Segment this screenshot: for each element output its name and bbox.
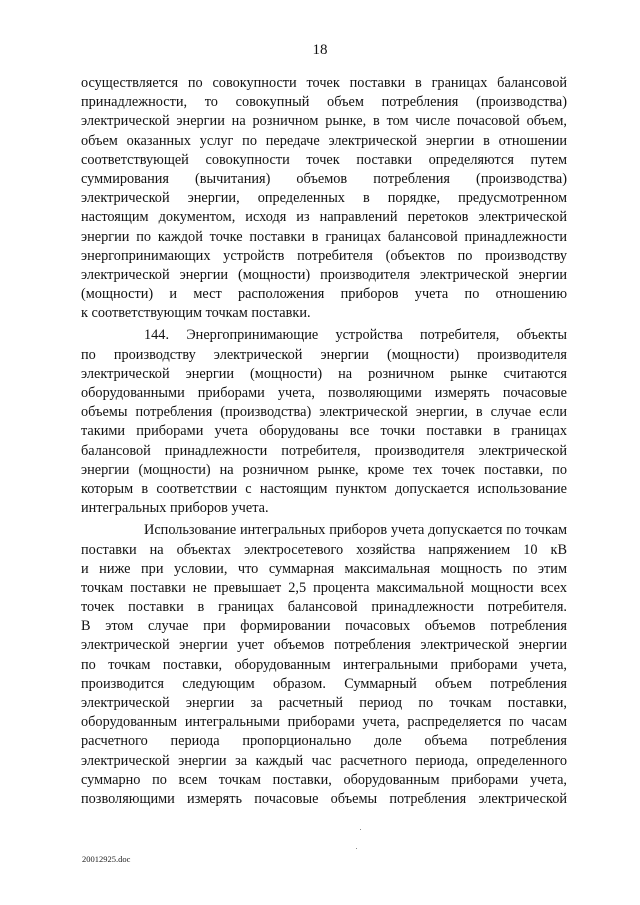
text-line: позволяющими измерять почасовые объемы потребления электрической (81, 790, 567, 807)
text-line: электрической энергии (мощности) на розничном рынке считаются (81, 365, 567, 382)
text-line: электрической энергии учет объемов потребления электрической энергии (81, 637, 567, 654)
text-line: производится следующим образом. Суммарный объем потребления (81, 675, 567, 692)
footer-filename: 20012925.doc (82, 854, 131, 864)
text-line: электрической энергии за расчетный период по точкам поставки, (81, 695, 567, 711)
text-line: которым в соответствии с настоящим пунктом допускается использование (81, 480, 567, 497)
paragraph-continuation (81, 74, 567, 323)
page-number: 18 (312, 42, 328, 58)
text-line: оборудованными приборами учета, позволяющими измерять почасовые (81, 385, 567, 401)
text-line: электрической энергии (мощности) производителя электрической энергии (81, 266, 567, 283)
text-line: объем оказанных услуг по передаче электрической энергии в отношении (81, 132, 567, 149)
text-line: интегральных приборов учета. (81, 500, 269, 517)
document-body (81, 74, 567, 809)
text-line: соответствующей совокупности точек поставки определяются путем (81, 151, 567, 168)
paragraph-144 (81, 326, 567, 518)
scan-speck (356, 848, 357, 849)
text-line: и ниже при условии, что суммарная максимальная мощность по этим (81, 560, 567, 577)
scan-speck (360, 829, 361, 830)
text-line: Использование интегральных приборов учета допускается по точкам (144, 522, 567, 539)
text-line: суммарно по всем точкам поставки, оборудованным приборами учета, (81, 771, 567, 788)
text-line: оборудованным интегральными приборами учета, распределяется по часам (81, 714, 567, 731)
text-line: 144. Энергопринимающие устройства потребителя, объекты (144, 327, 567, 344)
paragraph-integral-meters (81, 521, 567, 809)
text-line: осуществляется по совокупности точек поставки в границах балансовой (81, 75, 567, 91)
text-line: поставки на объектах электросетевого хозяйства напряжением 10 кВ (81, 541, 567, 558)
text-line: настоящим документом, исходя из направлений перетоков электрической (81, 209, 567, 226)
text-line: энергии по каждой точке поставки в границах балансовой принадлежности (81, 228, 567, 245)
text-line: электрической энергии на розничном рынке, в том числе почасовой объем, (81, 113, 567, 130)
text-line: расчетного периода пропорционально доле объема потребления (81, 733, 567, 750)
text-line: к соответствующим точкам поставки. (81, 305, 311, 322)
text-line: суммирования (вычитания) объемов потребления (производства) (81, 170, 567, 187)
text-line: принадлежности, то совокупный объем потребления (производства) (81, 94, 567, 111)
text-line: точек поставки в границах балансовой принадлежности потребителя. (81, 599, 567, 616)
text-line: объемы потребления (производства) электрической энергии, в случае если (81, 404, 567, 421)
text-line: (мощности) и мест расположения приборов учета по отношению (81, 286, 567, 303)
text-line: по точкам поставки, оборудованным интегральными приборами учета, (81, 656, 567, 673)
text-line: электрической энергии за каждый час расчетного периода, определенного (81, 752, 567, 769)
text-line: точкам поставки не превышает 2,5 процента максимальной мощности всех (81, 579, 567, 596)
text-line: такими приборами учета оборудованы все точки поставки в границах (81, 423, 567, 440)
text-line: электрической энергии, определенных в порядке, предусмотренном (81, 190, 567, 207)
text-line: энергопринимающих устройств потребителя (объектов по производству (81, 247, 567, 264)
text-line: балансовой принадлежности потребителя, производителя электрической (81, 442, 567, 459)
text-line: В этом случае при формировании почасовых объемов потребления (81, 618, 567, 635)
text-line: энергии (мощности) на розничном рынке, кроме тех точек поставки, по (81, 461, 567, 478)
text-line: по производству электрической энергии (мощности) производителя (81, 346, 567, 363)
